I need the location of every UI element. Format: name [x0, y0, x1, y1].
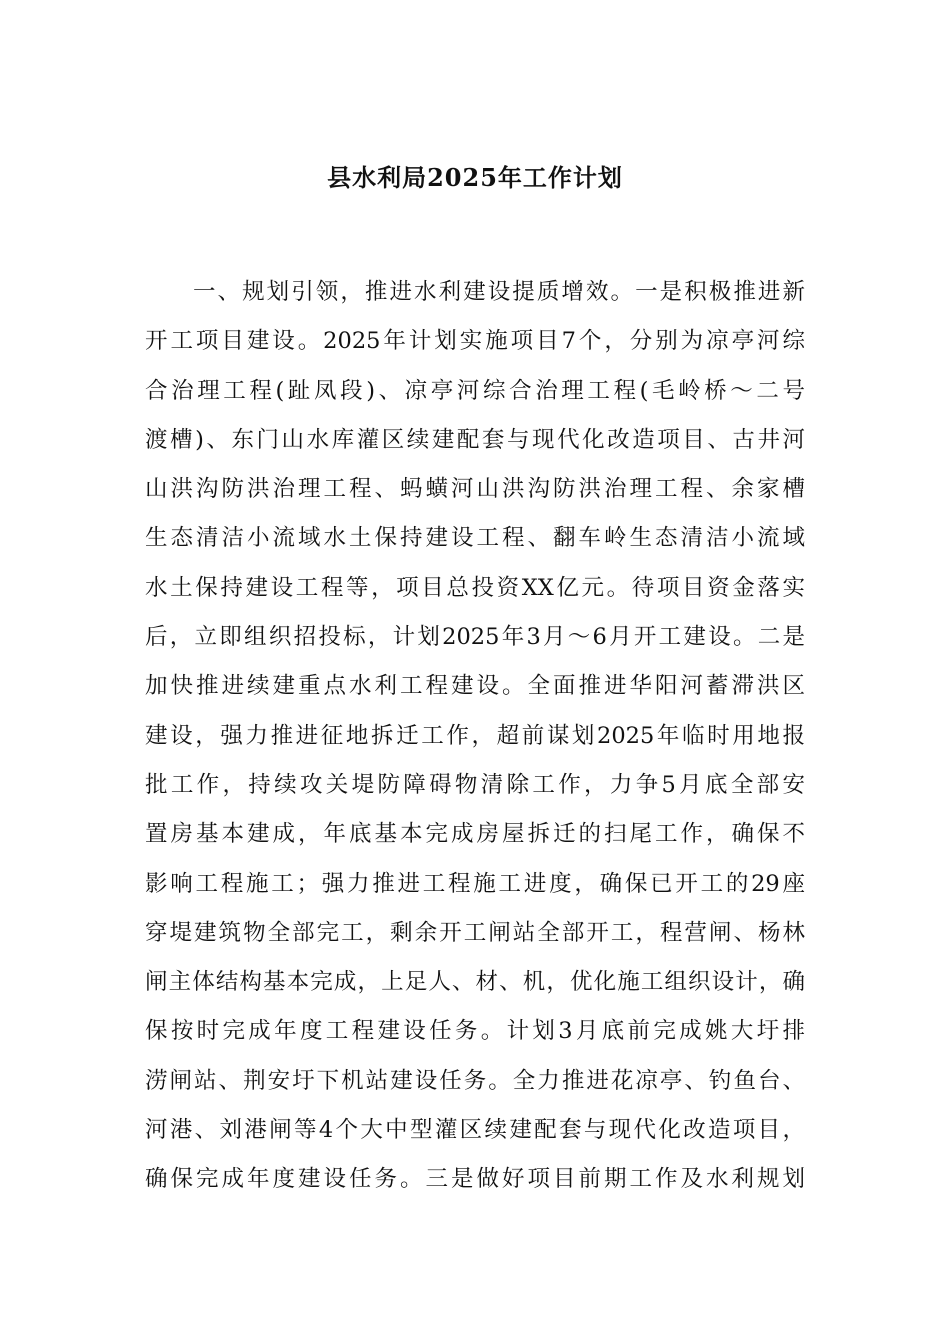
paragraph-line: 影响工程施工；强力推进工程施工进度，确保已开工的29座 — [145, 870, 805, 897]
paragraph-line: 置房基本建成，年底基本完成房屋拆迁的扫尾工作，确保不 — [145, 821, 805, 848]
paragraph-line: 建设，强力推进征地拆迁工作，超前谋划2025年临时用地报 — [145, 722, 805, 749]
paragraph-line: 开工项目建设。2025年计划实施项目7个，分别为凉亭河综 — [145, 328, 805, 355]
paragraph-line: 闸主体结构基本完成，上足人、材、机，优化施工组织设计，确 — [145, 969, 805, 996]
document-body — [145, 268, 805, 1205]
paragraph-line: 水土保持建设工程等，项目总投资XX亿元。待项目资金落实 — [145, 574, 805, 601]
paragraph-line: 确保完成年度建设任务。三是做好项目前期工作及水利规划 — [145, 1166, 805, 1193]
paragraph-line: 涝闸站、荆安圩下机站建设任务。全力推进花凉亭、钓鱼台、 — [145, 1067, 805, 1094]
paragraph-line: 山洪沟防洪治理工程、蚂蟥河山洪沟防洪治理工程、余家槽 — [145, 476, 805, 503]
paragraph-line: 河港、刘港闸等4个大中型灌区续建配套与现代化改造项目， — [145, 1117, 805, 1144]
paragraph-line: 一、规划引领，推进水利建设提质增效。一是积极推进新 — [193, 279, 805, 305]
paragraph-line: 批工作，持续攻关堤防障碍物清除工作，力争5月底全部安 — [145, 771, 805, 798]
paragraph-line: 渡槽)、东门山水库灌区续建配套与现代化改造项目、古井河 — [145, 426, 805, 453]
paragraph-line: 保按时完成年度工程建设任务。计划3月底前完成姚大圩排 — [145, 1018, 805, 1045]
paragraph-line: 穿堤建筑物全部完工，剩余开工闸站全部开工，程营闸、杨林 — [145, 919, 805, 946]
paragraph-line: 后，立即组织招投标，计划2025年3月～6月开工建设。二是 — [145, 624, 805, 651]
paragraph-line: 合治理工程(趾凤段)、凉亭河综合治理工程(毛岭桥～二号 — [145, 377, 805, 404]
document-title: 县水利局2025年工作计划 — [327, 163, 623, 192]
paragraph-line: 加快推进续建重点水利工程建设。全面推进华阳河蓄滞洪区 — [145, 673, 805, 700]
paragraph-line: 生态清洁小流域水土保持建设工程、翻车岭生态清洁小流域 — [145, 525, 805, 552]
